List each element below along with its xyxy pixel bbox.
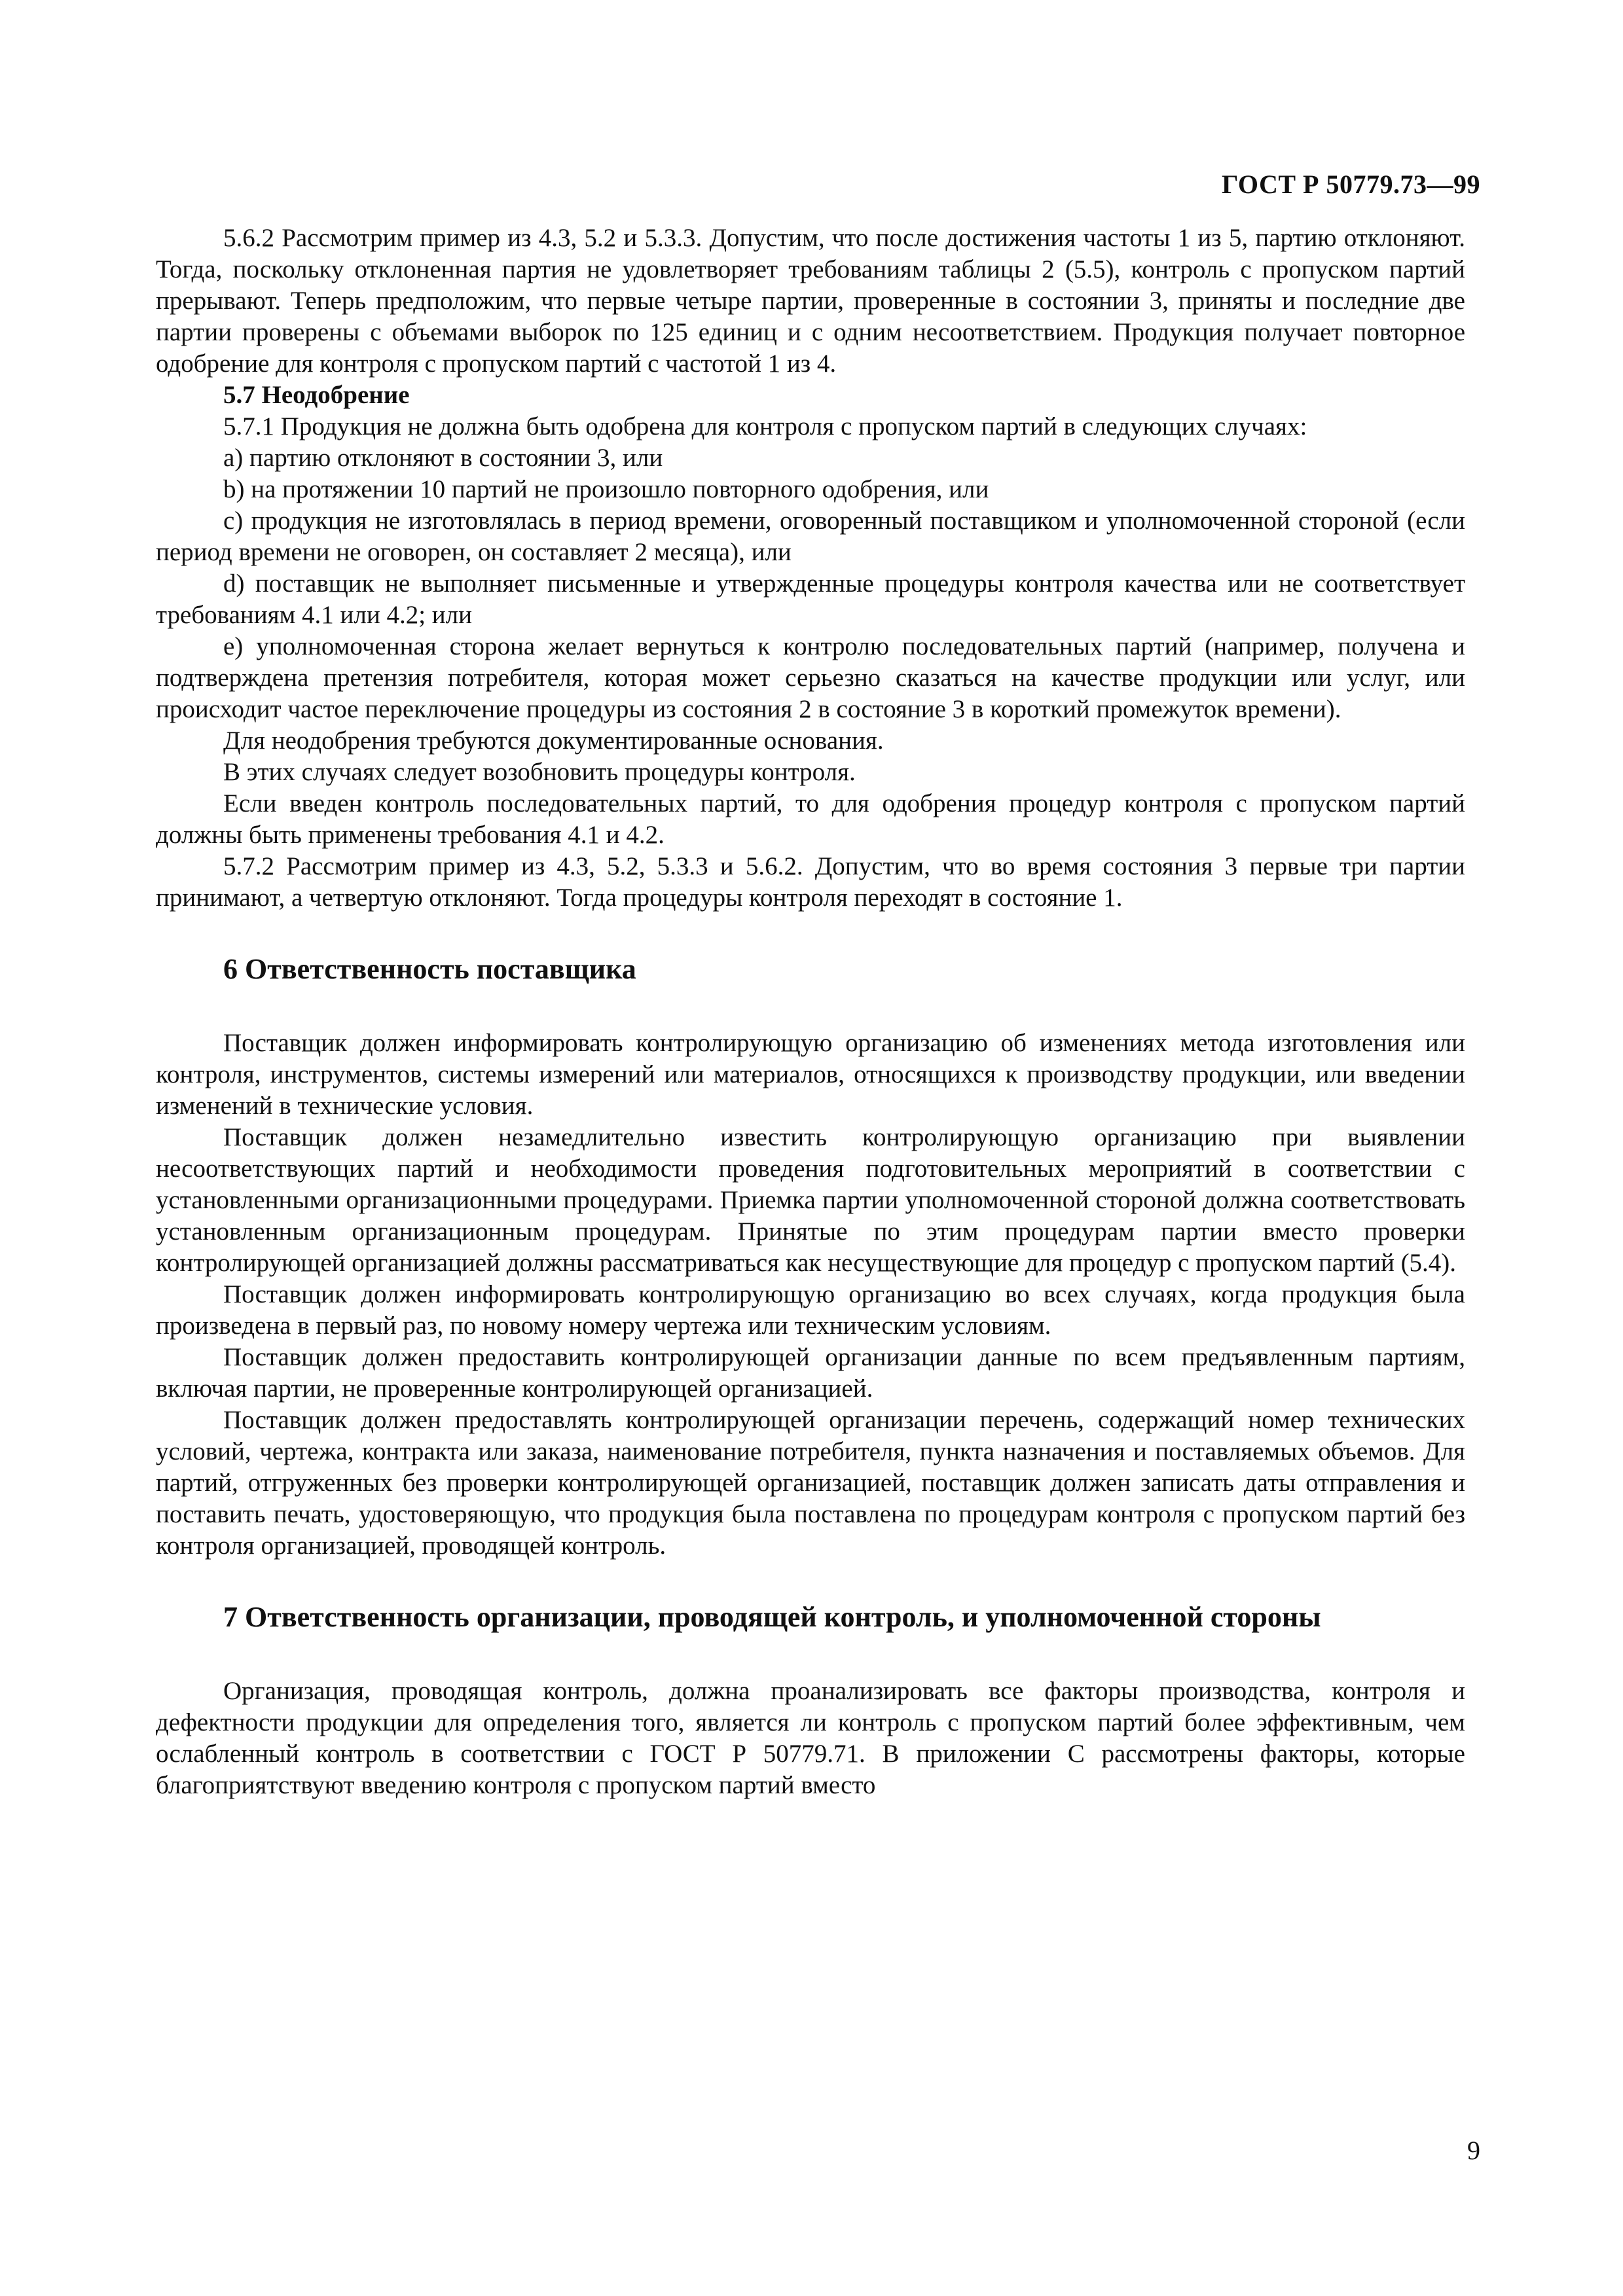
document-code: ГОСТ Р 50779.73—99 [1221,170,1480,199]
section-7-paragraph: Организация, проводящая контроль, должна проанализировать все факторы производства, контроля и дефектности продукции для определения того, является ли контроль с пропуском партий более эффективным, чем ослабленный контроль в соответствии с ГОСТ Р 50779.71. В приложении С рассмотрены факторы, которые благоприятствуют введению контроля с пропуском партий вместо [156,1677,1465,1799]
section-heading-7: 7 Ответственность организации, проводящей контроль, и уполномоченной стороны [223,1601,1321,1633]
list-item-a: а) партию отклоняют в состоянии 3, или [223,444,663,472]
list-item-c: с) продукция не изготовлялась в период времени, оговоренный поставщиком и уполномоченной стороной (если период времени не оговорен, он составляет 2 месяца), или [156,507,1465,566]
list-item-b: b) на протяжении 10 партий не произошло повторного одобрения, или [223,475,989,503]
section-6-paragraph: Поставщик должен информировать контролирующую организацию об изменениях метода изготовления или контроля, инструментов, системы измерений или материалов, относящихся к производству продукции, или введении изменений в технические условия. [156,1029,1465,1120]
paragraph-requirements: Если введен контроль последовательных партий, то для одобрения процедур контроля с пропуском партий должны быть применены требования 4.1 и 4.2. [156,789,1465,849]
page-content [156,223,1465,1801]
section-6-paragraph: Поставщик должен незамедлительно известить контролирующую организацию при выявлении несоответствующих партий и необходимости проведения подготовительных мероприятий в соответствии с установленными организационными процедурами. Приемка партии уполномоченной стороной должна соответствовать установленным организационным процедурам. Принятые по этим процедурам партии вместо проверки контролирующей организацией должны рассматриваться как несуществующие для процедур с пропуском партий (5.4). [156,1123,1465,1277]
section-heading-6: 6 Ответственность поставщика [223,953,636,985]
paragraph-grounds: Для неодобрения требуются документированные основания. [223,726,884,755]
section-6-paragraph: Поставщик должен предоставлять контролирующей организации перечень, содержащий номер технических условий, чертежа, контракта или заказа, наименование потребителя, пункта назначения и поставляемых объемов. Для партий, отгруженных без проверки контролирующей организацией, поставщик должен записать даты отправления и поставить печать, удостоверяющую, что продукция была поставлена по процедурам контроля с пропуском партий без контроля организацией, проводящей контроль. [156,1406,1465,1560]
list-item-e: е) уполномоченная сторона желает вернуться к контролю последовательных партий (например, получена и подтверждена претензия потребителя, которая может серьезно сказаться на качестве продукции или услуг, или происходит частое переключение процедуры из состояния 2 в состояние 3 в короткий промежуток времени). [156,632,1465,723]
paragraph-5-7-1: 5.7.1 Продукция не должна быть одобрена для контроля с пропуском партий в следующих случаях: [223,412,1307,440]
page-number: 9 [1467,2136,1480,2165]
list-item-d: d) поставщик не выполняет письменные и утвержденные процедуры контроля качества или не соответствует требованиям 4.1 или 4.2; или [156,569,1465,629]
paragraph-5-7-2: 5.7.2 Рассмотрим пример из 4.3, 5.2, 5.3.3 и 5.6.2. Допустим, что во время состояния 3 первые три партии принимают, а четвертую отклоняют. Тогда процедуры контроля переходят в состояние 1. [156,852,1465,912]
section-6-paragraph: Поставщик должен информировать контролирующую организацию во всех случаях, когда продукция была произведена в первый раз, по новому номеру чертежа или техническим условиям. [156,1280,1465,1340]
paragraph-resume: В этих случаях следует возобновить процедуры контроля. [223,758,856,786]
paragraph-5-6-2: 5.6.2 Рассмотрим пример из 4.3, 5.2 и 5.3.3. Допустим, что после достижения частоты 1 из 5, партию отклоняют. Тогда, поскольку отклоненная партия не удовлетворяет требованиям таблицы 2 (5.5), контроль с пропуском партий прерывают. Теперь предположим, что первые четыре партии, проверенные в состоянии 3, приняты и последние две партии проверены с объемами выборок по 125 единиц и с одним несоответствием. Продукция получает повторное одобрение для контроля с пропуском партий с частотой 1 из 4. [156,224,1465,378]
subsection-heading-5-7: 5.7 Неодобрение [223,381,410,409]
section-6-paragraph: Поставщик должен предоставить контролирующей организации данные по всем предъявленным партиям, включая партии, не проверенные контролирующей организацией. [156,1343,1465,1403]
